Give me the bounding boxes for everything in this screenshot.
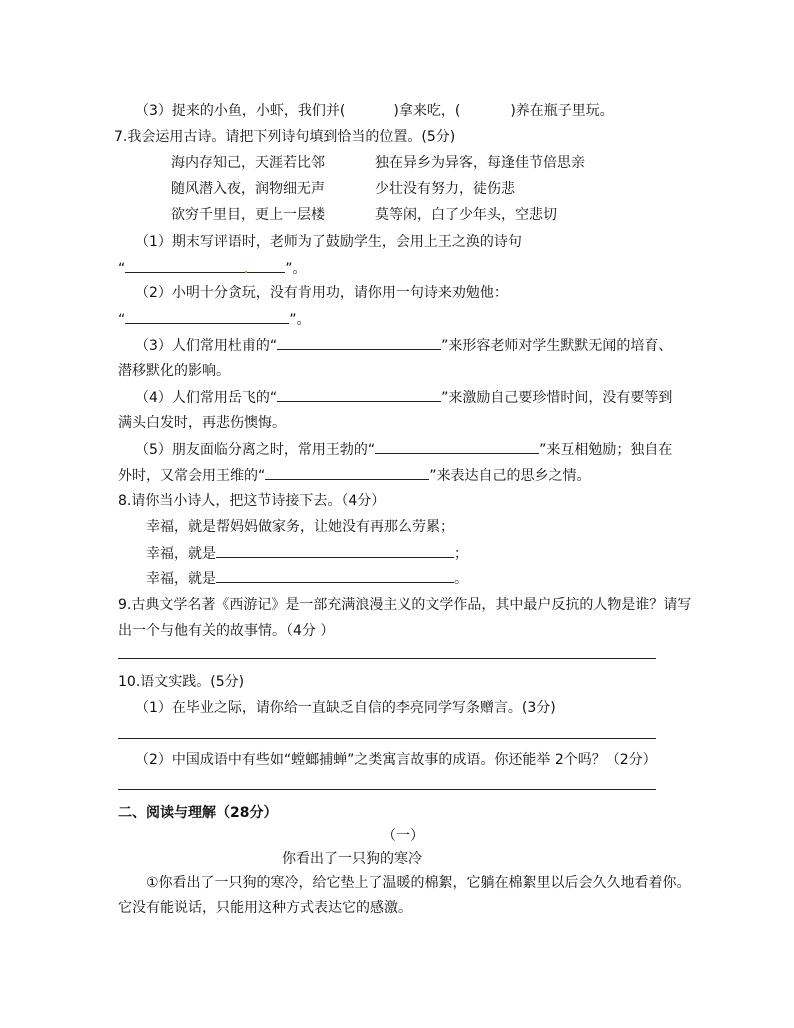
q6-3-text-c: )养在瓶子里玩。 [510,103,614,119]
q7-s3-text-a: （3）人们常用杜甫的“ [135,338,278,354]
q8-line3-prefix: 幸福，就是 [146,571,216,587]
answer-blank-s1[interactable] [125,259,285,273]
quote-open: “ [118,261,126,277]
quote-close: ”。 [285,261,307,277]
poem-right-2: 少壮没有努力，徒伤悲 [375,181,515,197]
q8-line2-end: ； [454,546,468,562]
poem-right-3: 莫等闲，白了少年头，空悲切 [375,207,557,223]
answer-line-q10-2[interactable] [118,789,656,790]
q7-s5-line2 [118,466,591,485]
q7-s5-text-d: ”来表达自己的思乡之情。 [429,468,591,484]
q7-s2-answer [118,310,311,329]
q8-title: 8.请你当小诗人，把这节诗接下去。（4分） [118,493,386,509]
part2-heading: 二、阅读与理解（28分） [118,805,278,821]
q8-line1: 幸福，就是帮妈妈做家务，让她没有再那么劳累； [146,519,454,535]
q7-s4-line2: 满头白发时，再悲伤懊悔。 [118,415,286,431]
q9-line1: 9.古典文学名著《西游记》是一部充满浪漫主义的文学作品，其中最户反抗的人物是谁？请写 [118,597,692,613]
q7-s5-text-b: ”来互相勉励；独自在 [539,442,673,458]
answer-blank-s5a[interactable] [375,440,539,454]
poem-left-1: 海内存知己，天涯若比邻 [171,155,325,171]
answer-line-q9[interactable] [118,658,656,659]
answer-blank-q8-2[interactable] [216,569,454,583]
q7-s5-line1 [135,440,672,459]
article-p1-line2: 它没有能说话，只能用这种方式表达它的感激。 [118,900,412,916]
poem-left-2: 随风潜入夜，润物细无声 [171,181,325,197]
q10-s1: （1）在毕业之际，请你给一直缺乏自信的李亮同学写条赠言。(3分) [135,700,556,716]
q10-title: 10.语文实践。(5分) [118,674,245,690]
q9-line2: 出一个与他有关的故事情。（4分 ） [118,623,335,639]
answer-line-q10-1[interactable] [118,738,656,739]
q7-s4-line1 [135,388,672,407]
q7-s5-text-c: 外时，又常会用王维的“ [118,468,266,484]
q6-3-text-b: )拿来吃，( [393,103,461,119]
answer-blank-s2[interactable] [125,310,289,324]
q7-s3-text-b: ”来形容老师对学生默默无闻的培育、 [441,338,673,354]
article-title: 你看出了一只狗的寒冷 [282,851,422,867]
q7-title: 7.我会运用古诗。请把下列诗句填到恰当的位置。(5分) [114,129,456,145]
q8-line2 [146,544,468,563]
q6-3-text-a: （3）捉来的小鱼，小虾，我们并( [135,103,346,119]
answer-blank-s3[interactable] [277,336,441,350]
part2-subheading: （一） [382,828,424,844]
q7-s1-answer [118,259,307,278]
q7-s3-line1 [135,336,672,355]
poem-left-3: 欲穷千里目，更上一层楼 [171,207,325,223]
answer-blank-s5b[interactable] [265,466,429,480]
answer-blank-s4[interactable] [277,388,441,402]
poem-right-1: 独在异乡为异客，每逢佳节倍思亲 [375,155,585,171]
quote-open: “ [118,312,126,328]
q7-s1-text: （1）期末写评语时，老师为了鼓励学生，会用上王之涣的诗句 [135,234,522,250]
q6-3-line [135,102,614,120]
answer-blank-q8-1[interactable] [216,544,454,558]
q8-line2-prefix: 幸福，就是 [146,546,216,562]
q8-line3 [146,569,468,588]
stray-mark [245,271,247,273]
q7-s2-text: （2）小明十分贪玩，没有肯用功，请你用一句诗来劝勉他： [135,285,508,301]
q8-line3-end: 。 [454,571,468,587]
q7-s4-text-a: （4）人们常用岳飞的“ [135,390,278,406]
article-p1-line1: ①你看出了一只狗的寒冷，给它垫上了温暖的棉絮，它躺在棉絮里以后会久久地看着你。 [146,875,691,891]
q7-s4-text-b: ”来激励自己要珍惜时间，没有要等到 [441,390,673,406]
q7-s3-line2: 潜移默化的影响。 [118,363,230,379]
q10-s2: （2）中国成语中有些如“螳螂捕蝉”之类寓言故事的成语。你还能举 2个吗？（2分） [135,752,657,768]
quote-close: ”。 [289,312,311,328]
q7-s5-text-a: （5）朋友面临分离之时，常用王勃的“ [135,442,376,458]
